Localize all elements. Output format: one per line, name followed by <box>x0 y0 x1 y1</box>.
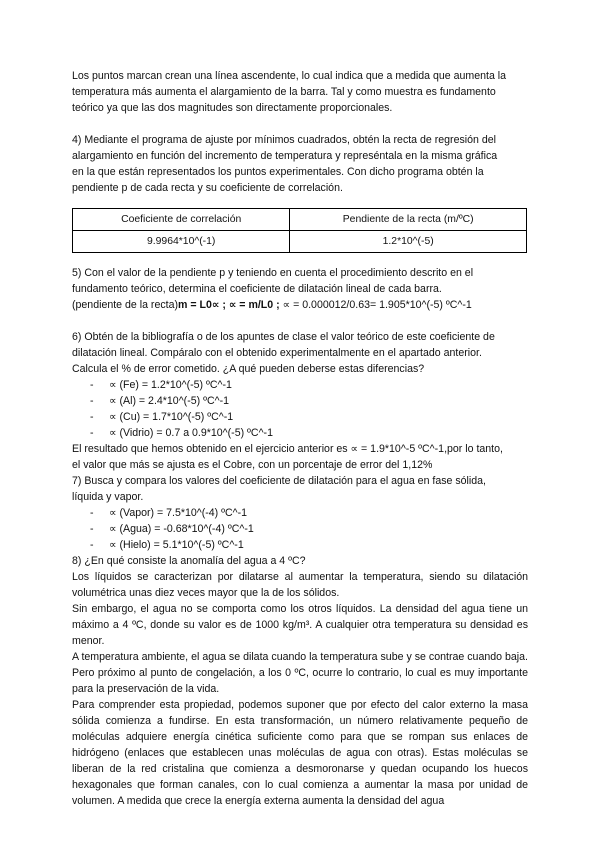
q8-title: 8) ¿En qué consiste la anomalía del agua a 4 ºC? <box>72 555 306 567</box>
q5-formula-bold: m = L0∝ ; ∝ = m/L0 ; <box>178 299 280 311</box>
list-item: - ∝ (Cu) = 1.7*10^(-5) ºC^-1 <box>72 409 528 425</box>
header-slope: Pendiente de la recta (m/ºC) <box>290 209 527 231</box>
list-item: - ∝ (Agua) = -0.68*10^(-4) ºC^-1 <box>72 521 528 537</box>
q5-formula-pre: (pendiente de la recta) <box>72 299 179 311</box>
q4-line-4: pendiente p de cada recta y su coeficiente de correlación. <box>72 182 343 194</box>
q6-result-1: El resultado que hemos obtenido en el ejercicio anterior es ∝ = 1.9*10^-5 ºC^-1,por lo tanto, <box>72 443 503 455</box>
q6-line-1: 6) Obtén de la bibliografía o de los apuntes de clase el valor teórico de este coeficiente de <box>72 331 495 343</box>
q8-paragraph-2: Sin embargo, el agua no se comporta como los otros líquidos. La densidad del agua tiene un máximo a 4 ºC, donde su valor es de 1000 kg/m³. A cualquier otra temperatura su densidad es menor. <box>72 603 528 647</box>
q6-line-2: dilatación lineal. Compáralo con el obtenido experimentalmente en el apartado anterior. <box>72 347 482 359</box>
q6-line-3: Calcula el % de error cometido. ¿A qué pueden deberse estas diferencias? <box>72 363 425 375</box>
q7-line-2: líquida y vapor. <box>72 491 144 503</box>
q8-paragraph-1: Los líquidos se caracterizan por dilatarse al aumentar la temperatura, siendo su dilatación volumétrica unas diez veces mayor que la de los sólidos. <box>72 571 528 599</box>
q8-paragraph-3: A temperatura ambiente, el agua se dilata cuando la temperatura sube y se contrae cuando baja. Pero próximo al punto de congelación, a los 0 ºC, ocurre lo contrario, lo cual es muy importante para la preservación de la vida. <box>72 651 528 695</box>
q5-line-2: fundamento teórico, determina el coeficiente de dilatación lineal de cada barra. <box>72 283 442 295</box>
q4-line-2: alargamiento en función del incremento de temperatura y represéntala en la misma gráfica <box>72 150 498 162</box>
q7-values-list <box>72 505 528 553</box>
list-item: - ∝ (Al) = 2.4*10^(-5) ºC^-1 <box>72 393 528 409</box>
intro-line-1: Los puntos marcan crean una línea ascendente, lo cual indica que a medida que aumenta la <box>72 70 507 82</box>
intro-line-3: teórico ya que las dos magnitudes son directamente proporcionales. <box>72 102 393 114</box>
table-header-row <box>73 209 527 231</box>
q8-paragraph-4: Para comprender esta propiedad, podemos suponer que por efecto del calor externo la masa sólida comienza a fundirse. En esta transformación, un número relativamente pequeño de moléculas adquiere energía cinética suficiente como para que se rompan sus enlaces de hidrógeno (enlaces que establecen unas moléculas de agua con otras). Estas moléculas se liberan de la red cristalina que comienza a desmoronarse y quedan ocupando los huecos hexagonales que forman canales, con lo cual comienza a aumentar la masa por unidad de volumen. A medida que crece la energía externa aumenta la densidad del agua <box>72 699 528 807</box>
q5-line-3 <box>72 297 528 313</box>
q5-formula-post: ∝ = 0.000012/0.63= 1.905*10^(-5) ºC^-1 <box>279 299 472 311</box>
list-item: - ∝ (Hielo) = 5.1*10^(-5) ºC^-1 <box>72 537 528 553</box>
list-item: - ∝ (Vapor) = 7.5*10^(-4) ºC^-1 <box>72 505 528 521</box>
cell-slope: 1.2*10^(-5) <box>290 231 527 253</box>
document-page <box>72 68 528 809</box>
list-item: - ∝ (Fe) = 1.2*10^(-5) ºC^-1 <box>72 377 528 393</box>
q5-line-1: 5) Con el valor de la pendiente p y teniendo en cuenta el procedimiento descrito en el <box>72 267 474 279</box>
results-table <box>72 208 527 253</box>
table-row <box>73 231 527 253</box>
q4-line-1: 4) Mediante el programa de ajuste por mínimos cuadrados, obtén la recta de regresión del <box>72 134 496 146</box>
q6-values-list <box>72 377 528 441</box>
list-item: - ∝ (Vidrio) = 0.7 a 0.9*10^(-5) ºC^-1 <box>72 425 528 441</box>
cell-correlation: 9.9964*10^(-1) <box>73 231 290 253</box>
intro-line-2: temperatura más aumenta el alargamiento de la barra. Tal y como muestra es fundamento <box>72 86 496 98</box>
q4-line-3: en la que están representados los puntos experimentales. Con dicho programa obtén la <box>72 166 484 178</box>
q6-result-2: el valor que más se ajusta es el Cobre, con un porcentaje de error del 1,12% <box>72 459 433 471</box>
header-correlation: Coeficiente de correlación <box>73 209 290 231</box>
q7-line-1: 7) Busca y compara los valores del coeficiente de dilatación para el agua en fase sólida, <box>72 475 486 487</box>
